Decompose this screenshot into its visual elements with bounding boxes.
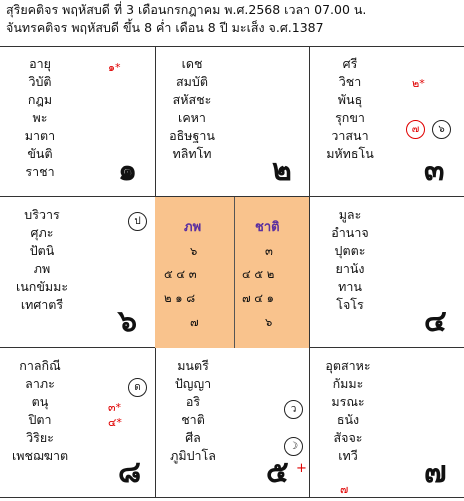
house-item: ปุตตะ — [334, 243, 366, 258]
planet-circle: ว — [284, 400, 303, 419]
house-item: อธิษฐาน — [169, 128, 215, 143]
house-item: เทศาตรี — [20, 297, 64, 312]
grid-line-bottom — [0, 497, 464, 498]
house-item: ราชา — [25, 164, 55, 179]
center-right-title: ชาติ — [255, 220, 280, 235]
center-right-row: ๗ ๔ ๑ — [242, 291, 274, 305]
planet-circle: ด — [128, 378, 147, 397]
house-item: วิบัติ — [28, 74, 52, 89]
house-item: มูละ — [338, 207, 362, 222]
center-left-row: ๖ — [190, 244, 198, 258]
center-left-title: ภพ — [184, 220, 202, 235]
center-left-row: ๗ — [190, 315, 199, 329]
house-item: ตนุ — [31, 394, 49, 409]
house-5-number: ๕ — [266, 455, 289, 490]
house-item: ทาน — [338, 279, 362, 294]
house-item: บริวาร — [24, 207, 60, 222]
planet-circle-red: ๗ — [406, 120, 425, 139]
house-7-number: ๗ — [424, 455, 447, 490]
house-item: รุกขา — [335, 110, 365, 125]
house-item: ชาติ — [181, 412, 205, 427]
house-item: ทลิทโท — [172, 146, 212, 161]
house-item: เทวี — [338, 448, 358, 463]
house-item: เคหา — [178, 110, 206, 125]
house-item: วิริยะ — [26, 430, 54, 445]
house-item: ศรี — [342, 56, 358, 71]
house-item: เนกขัมมะ — [15, 279, 69, 294]
house-1-mark: ๑* — [108, 61, 121, 74]
house-item: มนตรี — [177, 358, 209, 373]
house-item: โจโร — [336, 297, 364, 312]
header-line-2: จันทรคติจร พฤหัสบดี ขึ้น 8 ค่ำ เดือน 8 ปี มะเส็ง จ.ศ.1387 — [6, 20, 324, 35]
house-item: อุตสาหะ — [325, 358, 371, 373]
planet-circle: ๖ — [432, 120, 451, 139]
house-item: ขันติ — [27, 146, 53, 161]
house-item: ภพ — [33, 261, 51, 276]
house-2-items — [160, 55, 224, 163]
house-7-mark: ๗ — [340, 483, 349, 496]
house-3-mark: ๒* — [412, 77, 425, 90]
house-item: อำนาจ — [331, 225, 369, 240]
house-item: เดช — [181, 56, 203, 71]
house-item: กัมมะ — [332, 376, 364, 391]
center-right-row: ๔ ๕ ๒ — [242, 267, 275, 281]
moon-circle: ☽ — [284, 437, 303, 456]
house-5-plus: + — [296, 461, 307, 476]
house-item: ยานัง — [335, 261, 365, 276]
house-item: ศุภะ — [30, 225, 54, 240]
house-4-items — [325, 206, 375, 314]
house-item: มาตา — [24, 128, 56, 143]
house-item: สหัสชะ — [172, 92, 212, 107]
house-item: เพชฌฆาต — [12, 448, 69, 463]
house-item: ปัตนิ — [29, 243, 55, 258]
house-item: ภูมิปาโล — [170, 448, 216, 463]
house-4-number: ๔ — [424, 304, 447, 339]
house-8-number: ๘ — [118, 455, 142, 490]
house-item: วิชา — [338, 74, 362, 89]
house-7-items — [318, 357, 378, 465]
house-item: ปัญญา — [174, 376, 212, 391]
center-divider — [234, 197, 235, 348]
house-item: อริ — [185, 394, 201, 409]
house-item: ลาภะ — [25, 376, 55, 391]
house-1-number: ๑ — [118, 153, 138, 188]
house-item: วาสนา — [331, 128, 369, 143]
house-6-number: ๖ — [118, 304, 138, 339]
header-line-1: สุริยคติจร พฤหัสบดี ที่ 3 เดือนกรกฎาคม พ.ศ.2568 เวลา 07.00 น. — [6, 2, 367, 17]
planet-circle: ป — [128, 212, 147, 231]
house-item: ปิตา — [28, 412, 52, 427]
house-item: สัจจะ — [333, 430, 363, 445]
house-item: กาลกิณี — [19, 358, 61, 373]
center-left-row: ๕ ๔ ๓ — [164, 267, 197, 281]
house-item: สมบัติ — [176, 74, 208, 89]
house-item: มรณะ — [331, 394, 365, 409]
house-6-items — [14, 206, 70, 314]
house-5-items — [162, 357, 224, 465]
house-item: มหัทธโน — [326, 146, 374, 161]
house-item: ศีล — [185, 430, 201, 445]
house-1-items — [22, 55, 58, 181]
house-3-number: ๓ — [424, 153, 445, 188]
grid-line-v2 — [309, 46, 310, 497]
center-right-row: ๖ — [265, 315, 273, 329]
grid-line-top — [0, 46, 464, 47]
center-right-row: ๓ — [265, 244, 273, 258]
center-left-row: ๒ ๑ ๘ — [164, 291, 196, 305]
house-item: พันธุ — [337, 92, 363, 107]
house-item: กฎมพะ — [27, 92, 53, 125]
house-item: ธนัง — [336, 412, 360, 427]
house-2-number: ๒ — [272, 153, 292, 188]
house-8-items — [12, 357, 68, 465]
house-3-items — [325, 55, 375, 163]
house-8-mark: ๔* — [108, 416, 122, 429]
house-8-mark: ๓* — [108, 401, 122, 414]
house-item: อายุ — [29, 56, 51, 71]
